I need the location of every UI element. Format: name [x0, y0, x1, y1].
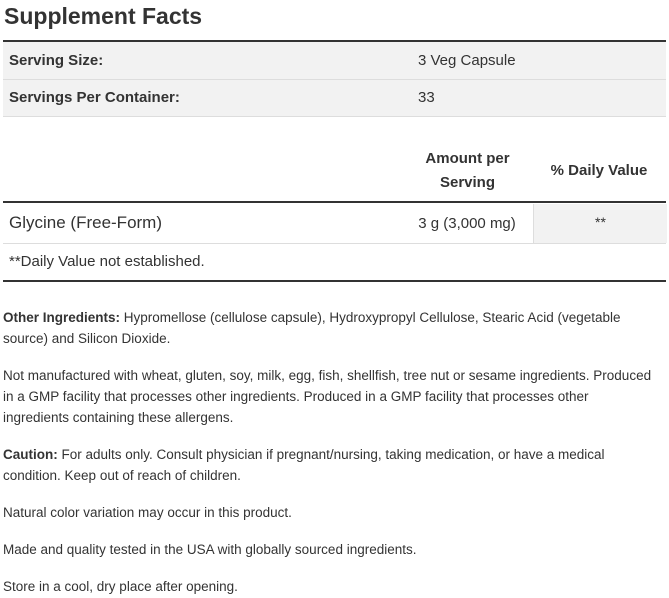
amount-header-line2: Serving — [439, 174, 496, 191]
amount-per-serving-header — [415, 147, 520, 195]
caution-label: Caution: — [3, 447, 58, 462]
caution-text: For adults only. Consult physician if pregnant/nursing, taking medication, or have a medical condition. Keep out of reach of children. — [3, 447, 605, 483]
daily-value-header: % Daily Value — [550, 162, 648, 179]
other-ingredients — [3, 307, 658, 349]
color-variation-note: Natural color variation may occur in this product. — [3, 505, 292, 520]
other-ingredients-text: Hypromellose (cellulose capsule), Hydroxypropyl Cellulose, Stearic Acid (vegetable source) and Silicon Dioxide. — [3, 310, 621, 346]
allergen-statement: Not manufactured with wheat, gluten, soy, milk, egg, fish, shellfish, tree nut or sesame ingredients. Produced in a GMP facility that processes other ingredients. Produced in a GMP facility that processes other ingredients containing these allergens. — [3, 368, 652, 425]
nutrient-daily-value-cell — [533, 204, 667, 243]
servings-per-container-value: 33 — [418, 89, 435, 106]
caution-statement — [3, 444, 658, 486]
serving-size-row — [3, 42, 666, 80]
other-ingredients-label: Other Ingredients: — [3, 310, 121, 325]
amount-header-line1: Amount per — [425, 150, 510, 167]
nutrient-daily-value: ** — [595, 214, 606, 230]
table-row — [3, 204, 666, 244]
nutrient-amount: 3 g (3,000 mg) — [418, 215, 516, 232]
storage-note: Store in a cool, dry place after opening. — [3, 579, 238, 594]
servings-per-container-row — [3, 79, 666, 116]
bottom-divider — [3, 280, 666, 282]
page-title: Supplement Facts — [4, 3, 203, 29]
serving-size-value: 3 Veg Capsule — [418, 52, 516, 69]
header-divider — [3, 201, 666, 203]
nutrient-name: Glycine (Free-Form) — [9, 213, 163, 232]
serving-info-table — [3, 42, 666, 117]
servings-per-container-label: Servings Per Container: — [9, 89, 180, 106]
daily-value-footnote: **Daily Value not established. — [9, 253, 205, 270]
made-in-usa-note: Made and quality tested in the USA with globally sourced ingredients. — [3, 542, 417, 557]
serving-size-label: Serving Size: — [9, 52, 104, 69]
